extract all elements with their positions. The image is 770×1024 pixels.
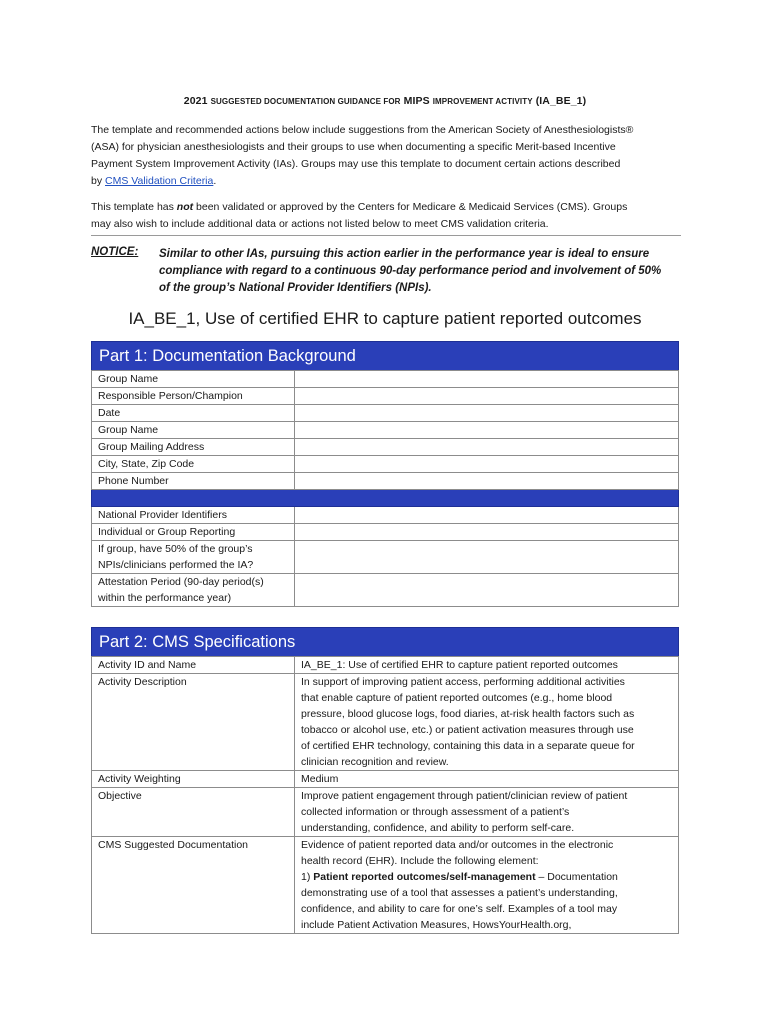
- heading-year: 2021: [183, 95, 208, 107]
- field-value-cell[interactable]: [295, 473, 679, 490]
- disclaimer-line: [91, 199, 681, 216]
- value-line: include Patient Activation Measures, HowsYourHealth.org,: [301, 919, 572, 931]
- field-label: Date: [92, 405, 295, 422]
- table-row: [92, 541, 679, 574]
- heading-mips: MIPS: [403, 95, 430, 107]
- spec-value: [295, 788, 679, 837]
- value-line: understanding, confidence, and ability to perform self-care.: [301, 822, 575, 834]
- disclaimer-prefix: This template has: [91, 201, 177, 213]
- activity-title: IA_BE_1, Use of certified EHR to capture patient reported outcomes: [128, 309, 642, 328]
- value-line: health record (EHR). Include the following element:: [301, 855, 539, 867]
- value-line: clinician recognition and review.: [301, 756, 449, 768]
- value-line: Improve patient engagement through patient/clinician review of patient: [301, 790, 628, 802]
- spec-value: IA_BE_1: Use of certified EHR to capture patient reported outcomes: [295, 657, 679, 674]
- table-row: [92, 788, 679, 837]
- table-row: [92, 439, 679, 456]
- spec-label: Activity ID and Name: [92, 657, 295, 674]
- spec-label: Activity Weighting: [92, 771, 295, 788]
- field-value-cell[interactable]: [295, 541, 679, 574]
- spec-value: [295, 674, 679, 771]
- field-value-cell[interactable]: [295, 524, 679, 541]
- field-label: Group Mailing Address: [92, 439, 295, 456]
- divider-cell: [92, 490, 679, 507]
- table-row: [92, 473, 679, 490]
- spec-label: Objective: [92, 788, 295, 837]
- table-row: [92, 388, 679, 405]
- value-line: confidence, and ability to care for one’s self. Examples of a tool may: [301, 903, 618, 915]
- cms-validation-criteria-link[interactable]: CMS Validation Criteria: [105, 175, 214, 187]
- label-line: NPIs/clinicians performed the IA?: [98, 559, 254, 571]
- label-line: within the performance year): [98, 592, 232, 604]
- notice-text: [159, 246, 679, 297]
- value-line: that enable capture of patient reported outcomes (e.g., home blood: [301, 692, 613, 704]
- field-label: [92, 541, 295, 574]
- table-row: [92, 837, 679, 934]
- heading-smallcaps-1: SUGGESTED DOCUMENTATION GUIDANCE FOR: [210, 97, 401, 106]
- spec-value: [295, 837, 679, 934]
- field-value-cell[interactable]: [295, 439, 679, 456]
- field-label: Individual or Group Reporting: [92, 524, 295, 541]
- intro-line: (ASA) for physician anesthesiologists and their groups to use when documenting a specific Merit-based Incentive: [91, 141, 616, 153]
- notice-line: compliance with regard to a continuous 90-day performance period and involvement of 50%: [159, 265, 662, 277]
- value-line: of certified EHR technology, containing this data in a separate queue for: [301, 740, 635, 752]
- table-row: [92, 405, 679, 422]
- spec-label: Activity Description: [92, 674, 295, 771]
- value-line: demonstrating use of a tool that assesses a patient’s understanding,: [301, 887, 618, 899]
- table-row: [92, 674, 679, 771]
- label-line: If group, have 50% of the group’s: [98, 543, 253, 555]
- disclaimer-paragraph: [91, 199, 681, 233]
- part2-header: Part 2: CMS Specifications: [91, 627, 679, 657]
- item-rest: – Documentation: [535, 871, 618, 883]
- heading-smallcaps-2: IMPROVEMENT ACTIVITY: [432, 97, 533, 106]
- intro-line: Payment System Improvement Activity (IAs). Groups may use this template to document certain actions described: [91, 158, 621, 170]
- table-row: [92, 456, 679, 473]
- intro-prefix: by: [91, 175, 106, 187]
- value-line: collected information or through assessment of a patient’s: [301, 806, 570, 818]
- disclaimer-emphasis: not: [176, 201, 194, 213]
- field-label: Group Name: [92, 422, 295, 439]
- intro-suffix: .: [213, 175, 217, 187]
- disclaimer-line: may also wish to include additional data or actions not listed below to meet CMS validation criteria.: [91, 218, 549, 230]
- field-value-cell[interactable]: [295, 388, 679, 405]
- table-row: [92, 771, 679, 788]
- label-line: Attestation Period (90-day period(s): [98, 576, 264, 588]
- part1-header: Part 1: Documentation Background: [91, 341, 679, 371]
- field-label: [92, 574, 295, 607]
- heading-code: (IA_BE_1): [535, 95, 587, 107]
- value-line: [301, 869, 672, 885]
- value-line: Evidence of patient reported data and/or outcomes in the electronic: [301, 839, 614, 851]
- value-line: tobacco or alcohol use, etc.) or patient activation measures through use: [301, 724, 634, 736]
- value-line: In support of improving patient access, performing additional activities: [301, 676, 625, 688]
- table-row: [92, 371, 679, 388]
- field-label: Group Name: [92, 371, 295, 388]
- field-value-cell[interactable]: [295, 422, 679, 439]
- table-row: [92, 422, 679, 439]
- spec-label: CMS Suggested Documentation: [92, 837, 295, 934]
- value-line: pressure, blood glucose logs, food diaries, at-risk health factors such as: [301, 708, 635, 720]
- field-value-cell[interactable]: [295, 371, 679, 388]
- part2-table: [91, 656, 679, 934]
- field-value-cell[interactable]: [295, 507, 679, 524]
- item-title: Patient reported outcomes/self-management: [313, 871, 536, 883]
- notice-line: of the group’s National Provider Identifiers (NPIs).: [159, 282, 432, 294]
- intro-line: [91, 173, 681, 190]
- field-value-cell[interactable]: [295, 456, 679, 473]
- table-row: [92, 507, 679, 524]
- document-heading: [0, 95, 770, 107]
- part1-table: [91, 370, 679, 607]
- field-label: National Provider Identifiers: [92, 507, 295, 524]
- disclaimer-rest: been validated or approved by the Centers for Medicare & Medicaid Services (CMS). Groups: [193, 201, 628, 213]
- section-divider-row: [92, 490, 679, 507]
- field-value-cell[interactable]: [295, 405, 679, 422]
- horizontal-rule: [91, 235, 681, 236]
- field-label: City, State, Zip Code: [92, 456, 295, 473]
- intro-paragraph: [91, 122, 681, 190]
- notice-line: Similar to other IAs, pursuing this action earlier in the performance year is ideal to ensure: [159, 248, 650, 260]
- field-label: Responsible Person/Champion: [92, 388, 295, 405]
- notice-label: NOTICE:: [91, 246, 139, 258]
- intro-line: The template and recommended actions below include suggestions from the American Society of Anesthesiologists®: [91, 124, 634, 136]
- field-label: Phone Number: [92, 473, 295, 490]
- table-row: [92, 574, 679, 607]
- item-number: 1): [301, 871, 314, 883]
- table-row: [92, 657, 679, 674]
- field-value-cell[interactable]: [295, 574, 679, 607]
- table-row: [92, 524, 679, 541]
- spec-value: Medium: [295, 771, 679, 788]
